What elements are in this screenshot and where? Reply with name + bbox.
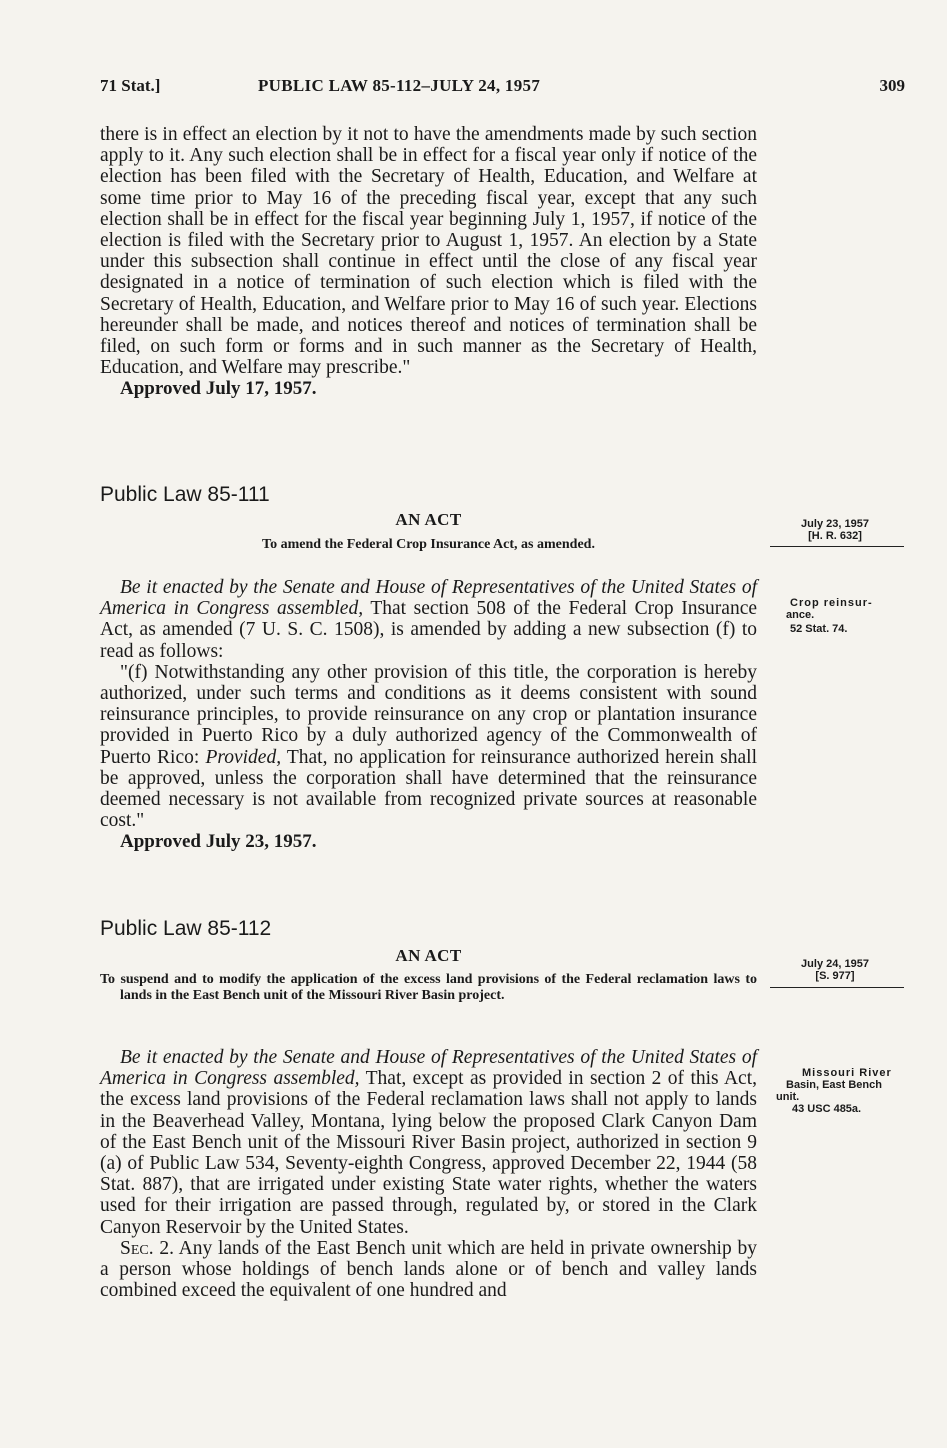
enacting-formula: Be it enacted by the Senate and House of Representatives of the United States of America in Congress assembled,	[100, 1047, 757, 1090]
margin-subject-note	[786, 597, 873, 635]
continuation-block	[100, 124, 757, 400]
margin-rule	[770, 987, 904, 988]
proviso-word: Provided,	[205, 746, 282, 768]
approved-date: Approved July 17, 1957.	[120, 378, 317, 400]
law-title: Public Law 85-111	[100, 483, 270, 506]
margin-citation: 52 Stat. 74.	[790, 623, 848, 635]
margin-date-note	[790, 958, 880, 982]
approved-date: Approved July 23, 1957.	[120, 831, 317, 853]
margin-rule	[770, 546, 904, 547]
subsection-text: That, no application for reinsurance authorized herein shall be approved, unless the corporation shall have determined that the reinsurance deemed necessary is not available from recognized private sources at reasonable cost."	[100, 746, 757, 832]
margin-subject-note	[776, 1067, 892, 1115]
margin-subject: unit.	[776, 1091, 800, 1103]
act-heading: AN ACT	[395, 510, 462, 529]
subsection-paragraph	[100, 662, 757, 832]
margin-subject: Missouri River	[802, 1067, 892, 1079]
margin-date: July 24, 1957	[801, 958, 869, 970]
enacting-clause	[100, 1047, 757, 1238]
law-112-text	[100, 1047, 757, 1301]
section-2-paragraph	[100, 1238, 757, 1302]
margin-date-note	[790, 518, 880, 542]
law-111-text	[100, 577, 757, 853]
page-number: 309	[879, 76, 905, 95]
enacting-text: That, except as provided in section 2 of this Act, the excess land provisions of the Federal reclamation laws shall not apply to lands in the Beaverhead Valley, Montana, lying below the proposed Clark Canyon Dam of the East Bench unit of the Missouri River Basin project, authorized in section 9 (a) of Public Law 534, Seventy-eighth Congress, approved December 22, 1944 (58 Stat. 887), that are irrigated under existing State water rights, whether the waters used for their irrigation are passed through, regulated by, or stored in the Clark Canyon Reservoir by the United States.	[100, 1068, 757, 1238]
running-title: PUBLIC LAW 85-112–JULY 24, 1957	[258, 76, 541, 95]
enacting-clause	[100, 577, 757, 662]
margin-date: July 23, 1957	[801, 518, 869, 530]
margin-bill: [H. R. 632]	[808, 530, 862, 542]
volume-ref: 71 Stat.]	[100, 76, 161, 95]
subsection-text: "(f) Notwithstanding any other provision of this title, the corporation is hereby authorized, under such terms and conditions as it deems consistent with sound reinsurance principles, to provide reinsurance on any crop or plantation insurance provided in Puerto Rico by a duly authorized agency of the Commonwealth of Puerto Rico:	[100, 661, 757, 768]
continuation-paragraph: there is in effect an election by it not to have the amendments made by such section apply to it. Any such election shall be in effect for a fiscal year only if notice of the election has been filed with the Secretary of Health, Education, and Welfare at some time prior to May 16 of the preceding fiscal year, except that any such election shall be in effect for the fiscal year beginning July 1, 1957, if notice of the election is filed with the Secretary prior to August 1, 1957. An election by a State under this subsection shall continue in effect until the close of any fiscal year designated in a notice of termination of such election which is filed with the Secretary of Health, Education, and Welfare prior to May 16 of such year. Elections hereunder shall be made, and notices thereof and notices of termination shall be filed, on such form or forms and in such manner as the Secretary of Health, Education, and Welfare may prescribe."	[100, 124, 757, 379]
running-header	[100, 76, 905, 100]
section-label: Sec. 2.	[120, 1237, 174, 1259]
enacting-text: That section 508 of the Federal Crop Insurance Act, as amended (7 U. S. C. 1508), is amended by adding a new subsection (f) to read as follows:	[100, 598, 758, 662]
margin-bill: [S. 977]	[815, 970, 855, 982]
act-purpose: To amend the Federal Crop Insurance Act, as amended.	[262, 537, 595, 552]
margin-citation: 43 USC 485a.	[792, 1103, 862, 1115]
act-purpose: To suspend and to modify the application of the excess land provisions of the Federal reclamation laws to lands in the East Bench unit of the Missouri River Basin project.	[100, 972, 757, 1003]
section-text: Any lands of the East Bench unit which are held in private ownership by a person whose holdings of bench lands alone or of bench and valley lands combined exceed the equivalent of one hundred and	[100, 1237, 757, 1302]
margin-subject: Crop reinsur-	[790, 597, 873, 609]
margin-subject: ance.	[786, 609, 815, 621]
law-title: Public Law 85-112	[100, 917, 272, 940]
enacting-formula: Be it enacted by the Senate and House of Representatives of the United States of America in Congress assembled,	[100, 577, 757, 620]
margin-subject: Basin, East Bench	[786, 1079, 882, 1091]
act-heading: AN ACT	[395, 946, 462, 965]
